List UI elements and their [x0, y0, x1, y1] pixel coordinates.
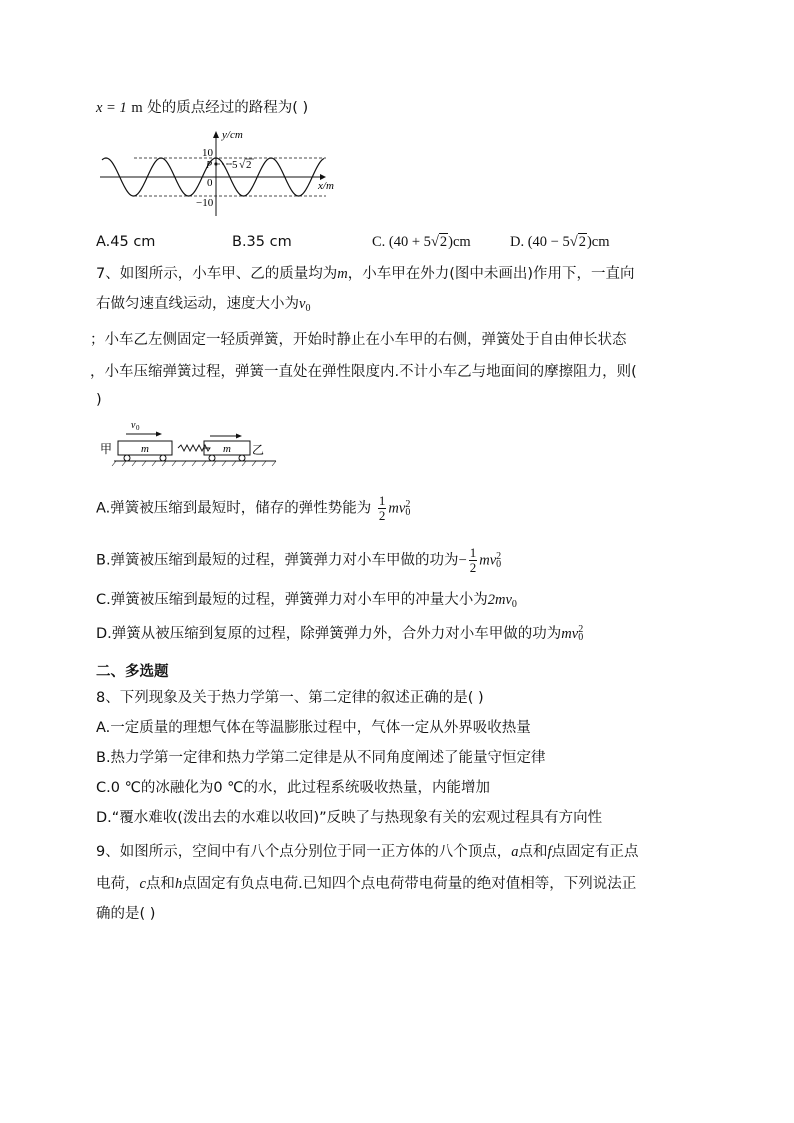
q8-option-a: A.一定质量的理想气体在等温膨胀过程中，气体一定从外界吸收热量	[96, 720, 531, 736]
point-f: f	[547, 844, 552, 860]
q8-option-d: D.“覆水难收(泼出去的水难以收回)”反映了与热现象有关的宏观过程具有方向性	[96, 810, 603, 826]
q7-option-c-text: C.弹簧被压缩到最短的过程，弹簧弹力对小车甲的冲量大小为	[96, 592, 488, 608]
spring	[178, 445, 210, 451]
q7-line-4: ，小车压缩弹簧过程，弹簧一直处在弹性限度内.不计小车乙与地面间的摩擦阻力，则(	[90, 364, 637, 380]
q6-option-c-prefix: C. (40 + 5	[372, 234, 431, 250]
q9-line-2: 电荷，c点和h点固定有负点电荷.已知四个点电荷带电荷量的绝对值相等，下列说法正	[96, 876, 637, 892]
q7-option-c: C.弹簧被压缩到最短的过程，弹簧弹力对小车甲的冲量大小为$2mv_0$	[96, 592, 517, 610]
y-axis-label: y/cm	[222, 129, 243, 141]
q6-tail-line	[96, 98, 308, 118]
q6-option-b: B.35 cm	[232, 234, 292, 250]
cart-figure	[98, 416, 288, 468]
x-axis-label: x/m	[318, 180, 334, 192]
q6-option-a: A.45 cm	[96, 234, 156, 250]
point-a: a	[511, 844, 519, 860]
cart-left-label: 甲	[100, 442, 113, 456]
tick-bottom-label: −10	[196, 197, 214, 209]
q7-option-b: B.弹簧被压缩到最短的过程，弹簧弹力对小车甲做的功为− $\frac{1}{2}$ mv 2 0	[96, 545, 502, 575]
cart-jia-mass-label: m	[141, 443, 149, 455]
cart-jia-wheel-left	[124, 455, 130, 461]
cart-yi-wheel-right	[239, 455, 245, 461]
q7-line-1	[96, 264, 635, 284]
velocity-subscript: 0	[305, 303, 311, 314]
q6-option-c-radicand: 2	[439, 234, 448, 250]
q8-stem: 8、下列现象及关于热力学第一、第二定律的叙述正确的是( )	[96, 690, 484, 706]
point-p-label: P	[206, 160, 213, 171]
q7-line-2-a: 右做匀速直线运动，速度大小为	[96, 296, 299, 312]
sqrt-sign: √	[430, 234, 439, 250]
fraction-one-half: $\frac{1}{2}$	[469, 545, 477, 575]
point-h: h	[174, 876, 183, 892]
q6-option-c	[372, 232, 471, 252]
q7-line-1-b: ，小车甲在外力(图中未画出)作用下，一直向	[347, 266, 635, 282]
mv-term: mv	[388, 500, 406, 517]
x-unit: m	[131, 100, 143, 116]
p-value-prefix: 5	[232, 159, 238, 171]
velocity-symbol: v	[299, 296, 306, 312]
q6-option-d-suffix: )cm	[586, 234, 610, 250]
q6-option-d-prefix: D. (40 − 5	[510, 234, 570, 250]
q7-line-1-a: 7、如图所示，小车甲、乙的质量均为	[96, 266, 338, 282]
q7-option-b-text: B.弹簧被压缩到最短的过程，弹簧弹力对小车甲做的功为	[96, 552, 459, 569]
wave-figure	[98, 126, 348, 218]
q8-option-c: C.0 ℃的冰融化为0 ℃的水，此过程系统吸收热量，内能增加	[96, 780, 490, 796]
q6-tail-text: 处的质点经过的路程为( )	[147, 100, 309, 116]
tick-top-label: 10	[202, 147, 213, 159]
p-value-radicand: 2	[246, 159, 252, 171]
q7-line-2	[96, 294, 310, 319]
impulse-term: 2mv	[487, 592, 512, 608]
q6-option-d-radicand: 2	[578, 234, 586, 250]
fraction-one-half: $\frac{1}{2}$	[378, 493, 386, 523]
cart-right-label: 乙	[252, 443, 265, 457]
origin-label: 0	[207, 177, 213, 189]
q7-line-5: )	[96, 392, 102, 408]
cart-yi-arrow	[236, 434, 242, 439]
section-title: 二、多选题	[96, 664, 169, 680]
cart-yi-mass-label: m	[223, 443, 231, 455]
cart-velocity-label: v	[131, 420, 136, 431]
q9-line-1: 9、如图所示，空间中有八个点分别位于同一正方体的八个顶点，a点和f点固定有正点	[96, 844, 639, 860]
minus-sign: −	[458, 552, 467, 569]
cart-jia-wheel-right	[160, 455, 166, 461]
ground-hatching	[112, 461, 276, 466]
cart-yi-wheel-left	[209, 455, 215, 461]
mv-term: mv	[561, 626, 579, 642]
q7-option-d-text: D.弹簧从被压缩到复原的过程，除弹簧弹力外，合外力对小车甲做的功为	[96, 626, 562, 642]
q6-option-d	[510, 232, 610, 252]
cart-velocity-subscript: 0	[136, 424, 140, 432]
q9-line-3: 确的是( )	[96, 906, 156, 922]
q6-option-c-suffix: )cm	[448, 234, 471, 250]
point-p-marker	[214, 162, 217, 165]
mv-term: mv	[479, 552, 497, 569]
q8-option-b: B.热力学第一定律和热力学第二定律是从不同角度阐述了能量守恒定律	[96, 750, 546, 766]
q7-option-a-text: A.弹簧被压缩到最短时，储存的弹性势能为	[96, 500, 372, 517]
q7-option-d: D.弹簧从被压缩到复原的过程，除弹簧弹力外，合外力对小车甲做的功为mv 2 0	[96, 624, 584, 643]
q7-line-3: ；小车乙左侧固定一轻质弹簧，开始时静止在小车甲的右侧，弹簧处于自由伸长状态	[90, 332, 627, 348]
p-value-sqrt-sign: √	[239, 159, 246, 171]
point-c: c	[139, 876, 146, 892]
q7-option-a: A.弹簧被压缩到最短时，储存的弹性势能为 $\frac{1}{2}$ mv 2 0	[96, 493, 411, 523]
x-expression: x = 1	[96, 100, 127, 116]
mass-symbol: m	[337, 266, 348, 282]
sqrt-sign: √	[569, 234, 578, 250]
velocity-arrow	[156, 432, 162, 437]
